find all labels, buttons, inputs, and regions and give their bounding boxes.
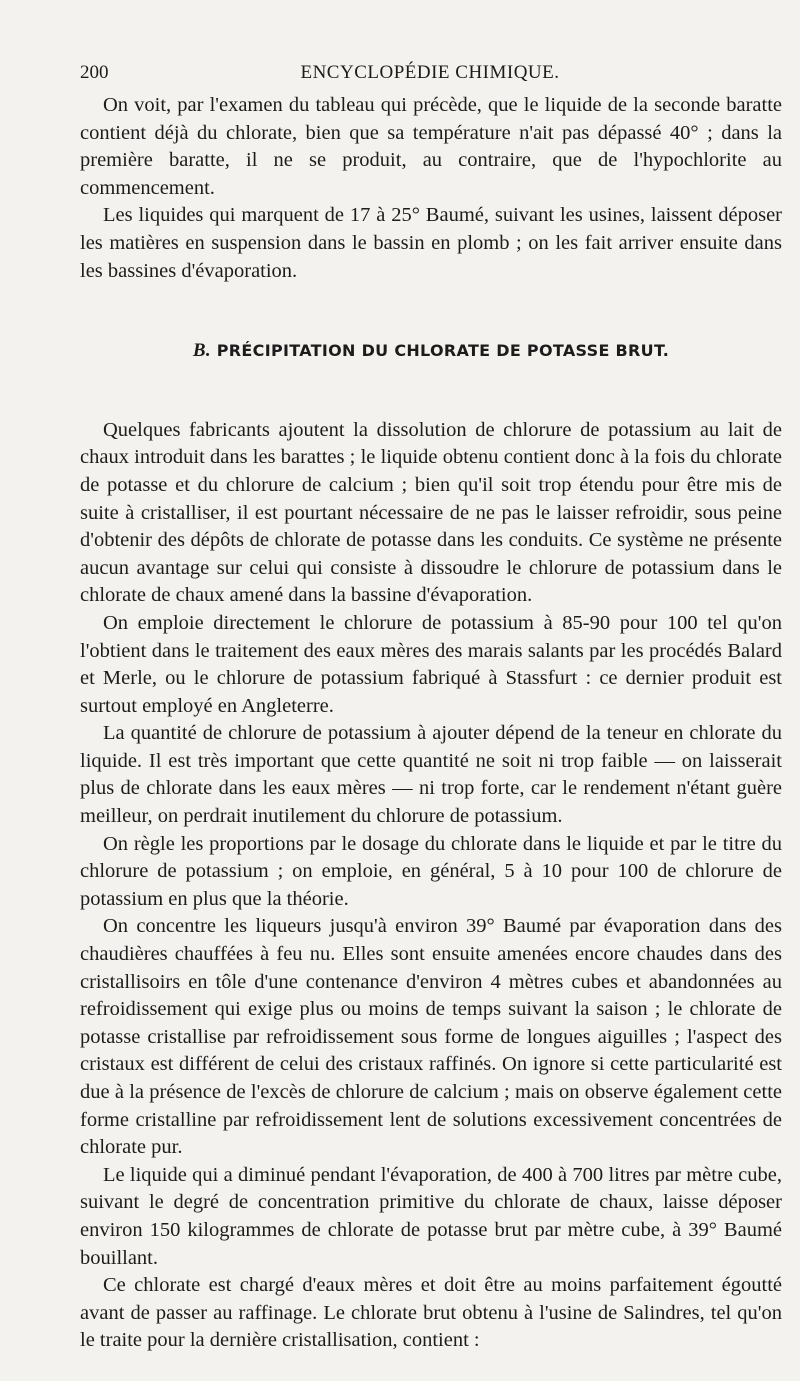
section-heading [80,337,782,365]
section-letter: B. [192,340,211,362]
paragraph: La quantité de chlorure de potassium à ajouter dépend de la teneur en chlorate du liquide. Il est très important que cette quantité ne soit ni trop faible — on laisserait plus de chlorate dans les eaux mères — ni trop forte, car le rendement n'étant guère meilleur, on perdrait inutilement du chlorure de potassium. [80,722,782,828]
paragraph: On concentre les liqueurs jusqu'à environ 39° Baumé par évaporation dans des chaudières chauffées à feu nu. Elles sont ensuite amenées encore chaudes dans des cristallisoirs en tôle d'une contenance d'environ 4 mètres cubes et abandonnées au refroidissement qui exige plus ou moins de temps suivant la saison ; le chlorate de potasse cristallise par refroidissement sous forme de longues aiguilles ; l'aspect des cristaux est différent de celui des cristaux raffinés. On ignore si cette particularité est due à la présence de l'excès de chlorure de calcium ; mais on observe également cette forme cristalline par refroidissement lent de solutions excessivement concentrées de chlorate pur. [80,915,782,1159]
paragraph: Ce chlorate est chargé d'eaux mères et doit être au moins parfaitement égoutté avant de passer au raffinage. Le chlorate brut obtenu à l'usine de Salindres, tel qu'on le traite pour la dernière cristallisation, contient : [80,1274,782,1352]
paragraph: Les liquides qui marquent de 17 à 25° Baumé, suivant les usines, laissent déposer les matières en suspension dans le bassin en plomb ; on les fait arriver ensuite dans les bassines d'évaporation. [80,204,782,282]
paragraph: On règle les proportions par le dosage du chlorate dans le liquide et par le titre du chlorure de potassium ; on emploie, en général, 5 à 10 pour 100 de chlorure de potassium en plus que la théorie. [80,832,782,910]
page-header [80,58,780,88]
running-title: ENCYCLOPÉDIE CHIMIQUE. [300,62,560,83]
page-number: 200 [80,62,109,83]
paragraph: On emploie directement le chlorure de potassium à 85-90 pour 100 tel qu'on l'obtient dans le traitement des eaux mères des marais salants par les procédés Balard et Merle, ou le chlorure de potassium fabriqué à Stassfurt : ce dernier produit est surtout employé en Angleterre. [80,611,782,717]
body-text [80,92,782,1355]
paragraph: On voit, par l'examen du tableau qui précède, que le liquide de la seconde baratte contient déjà du chlorate, bien que sa température n'ait pas dépassé 40° ; dans la première baratte, il ne se produit, au contraire, que de l'hypochlorite au commencement. [80,94,782,199]
paragraph: Quelques fabricants ajoutent la dissolution de chlorure de potassium au lait de chaux introduit dans les barattes ; le liquide obtenu contient donc à la fois du chlorate de potasse et du chlorure de calcium ; bien qu'il soit trop étendu pour être mis de suite à cristalliser, il est pourtant nécessaire de ne pas le laisser refroidir, sous peine d'obtenir des dépôts de chlorate de potasse dans les conduits. Ce système ne présente aucun avantage sur celui qui consiste à dissoudre le chlorure de potassium dans le chlorate de chaux amené dans la bassine d'évaporation. [80,418,782,607]
section-title: PRÉCIPITATION DU CHLORATE DE POTASSE BRUT. [216,341,670,361]
paragraph: Le liquide qui a diminué pendant l'évaporation, de 400 à 700 litres par mètre cube, suivant le degré de concentration primitive du chlorate de chaux, laisse déposer environ 150 kilogrammes de chlorate de potasse brut par mètre cube, à 39° Baumé bouillant. [80,1163,782,1269]
